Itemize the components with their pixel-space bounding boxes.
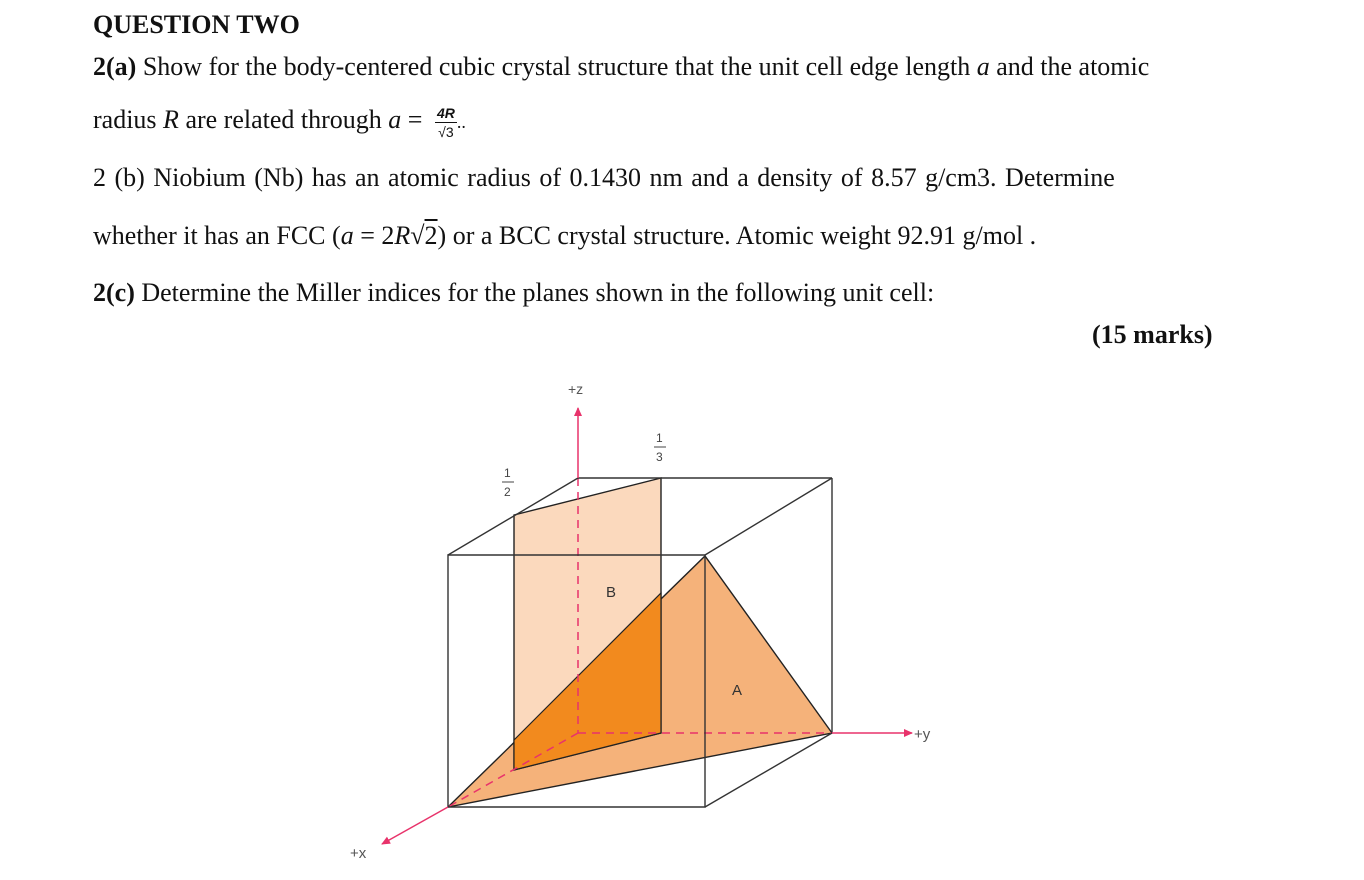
- plane-a-label: A: [732, 682, 743, 699]
- part-b-post: ) or a BCC crystal structure. Atomic weight 92.91 g/mol .: [437, 221, 1037, 250]
- plane-b-label: B: [606, 584, 617, 601]
- svg-text:2: 2: [504, 485, 511, 499]
- part-a-label: 2(a): [93, 52, 137, 81]
- part-c-text: Determine the Miller indices for the planes shown in the following unit cell:: [134, 278, 935, 307]
- eq-tail: ..: [456, 112, 466, 132]
- fraction-one-third: [654, 431, 666, 464]
- fraction-numerator: 4R: [436, 104, 455, 121]
- fraction-one-half: [502, 466, 514, 499]
- part-a-text-2: and the atomic: [989, 52, 1150, 81]
- part-b-pre: whether it has an FCC (: [93, 221, 341, 250]
- fraction-denominator: √3: [438, 123, 454, 140]
- part-a-line-2: [93, 105, 466, 139]
- axis-x: [382, 807, 448, 844]
- fraction-4R-over-sqrt3: [435, 106, 457, 139]
- var-R: R: [163, 105, 179, 134]
- fcc-mid: = 2: [353, 221, 395, 250]
- sqrt-symbol: √: [410, 221, 425, 250]
- svg-text:1: 1: [504, 466, 511, 480]
- eq-sign: =: [401, 105, 429, 134]
- part-c-label: 2(c): [93, 278, 135, 307]
- part-b-line-2: [93, 221, 1036, 251]
- part-c-line: [93, 278, 934, 308]
- part-a-line-1: [93, 52, 1149, 82]
- part-a-text-1: Show for the body-centered cubic crystal structure that the unit cell edge length: [136, 52, 977, 81]
- eq-lhs: a: [388, 105, 402, 134]
- axis-y-label: +y: [914, 726, 931, 743]
- fcc-var-R: R: [394, 221, 411, 250]
- var-a: a: [976, 52, 990, 81]
- question-heading: QUESTION TWO: [93, 10, 300, 39]
- unit-cell-figure: [300, 360, 980, 870]
- svg-text:1: 1: [656, 431, 663, 445]
- svg-text:3: 3: [656, 450, 663, 464]
- part-a-text-4: are related through: [178, 105, 389, 134]
- fcc-var-a: a: [340, 221, 354, 250]
- axis-z-label: +z: [568, 381, 584, 397]
- part-b-line-1: 2 (b) Niobium (Nb) has an atomic radius of 0.1430 nm and a density of 8.57 g/cm3. Determine: [93, 163, 1115, 192]
- marks-label: (15 marks): [1092, 320, 1213, 349]
- axis-x-label: +x: [350, 845, 367, 862]
- part-a-text-3: radius: [93, 105, 164, 134]
- sqrt-radicand: 2: [424, 221, 438, 250]
